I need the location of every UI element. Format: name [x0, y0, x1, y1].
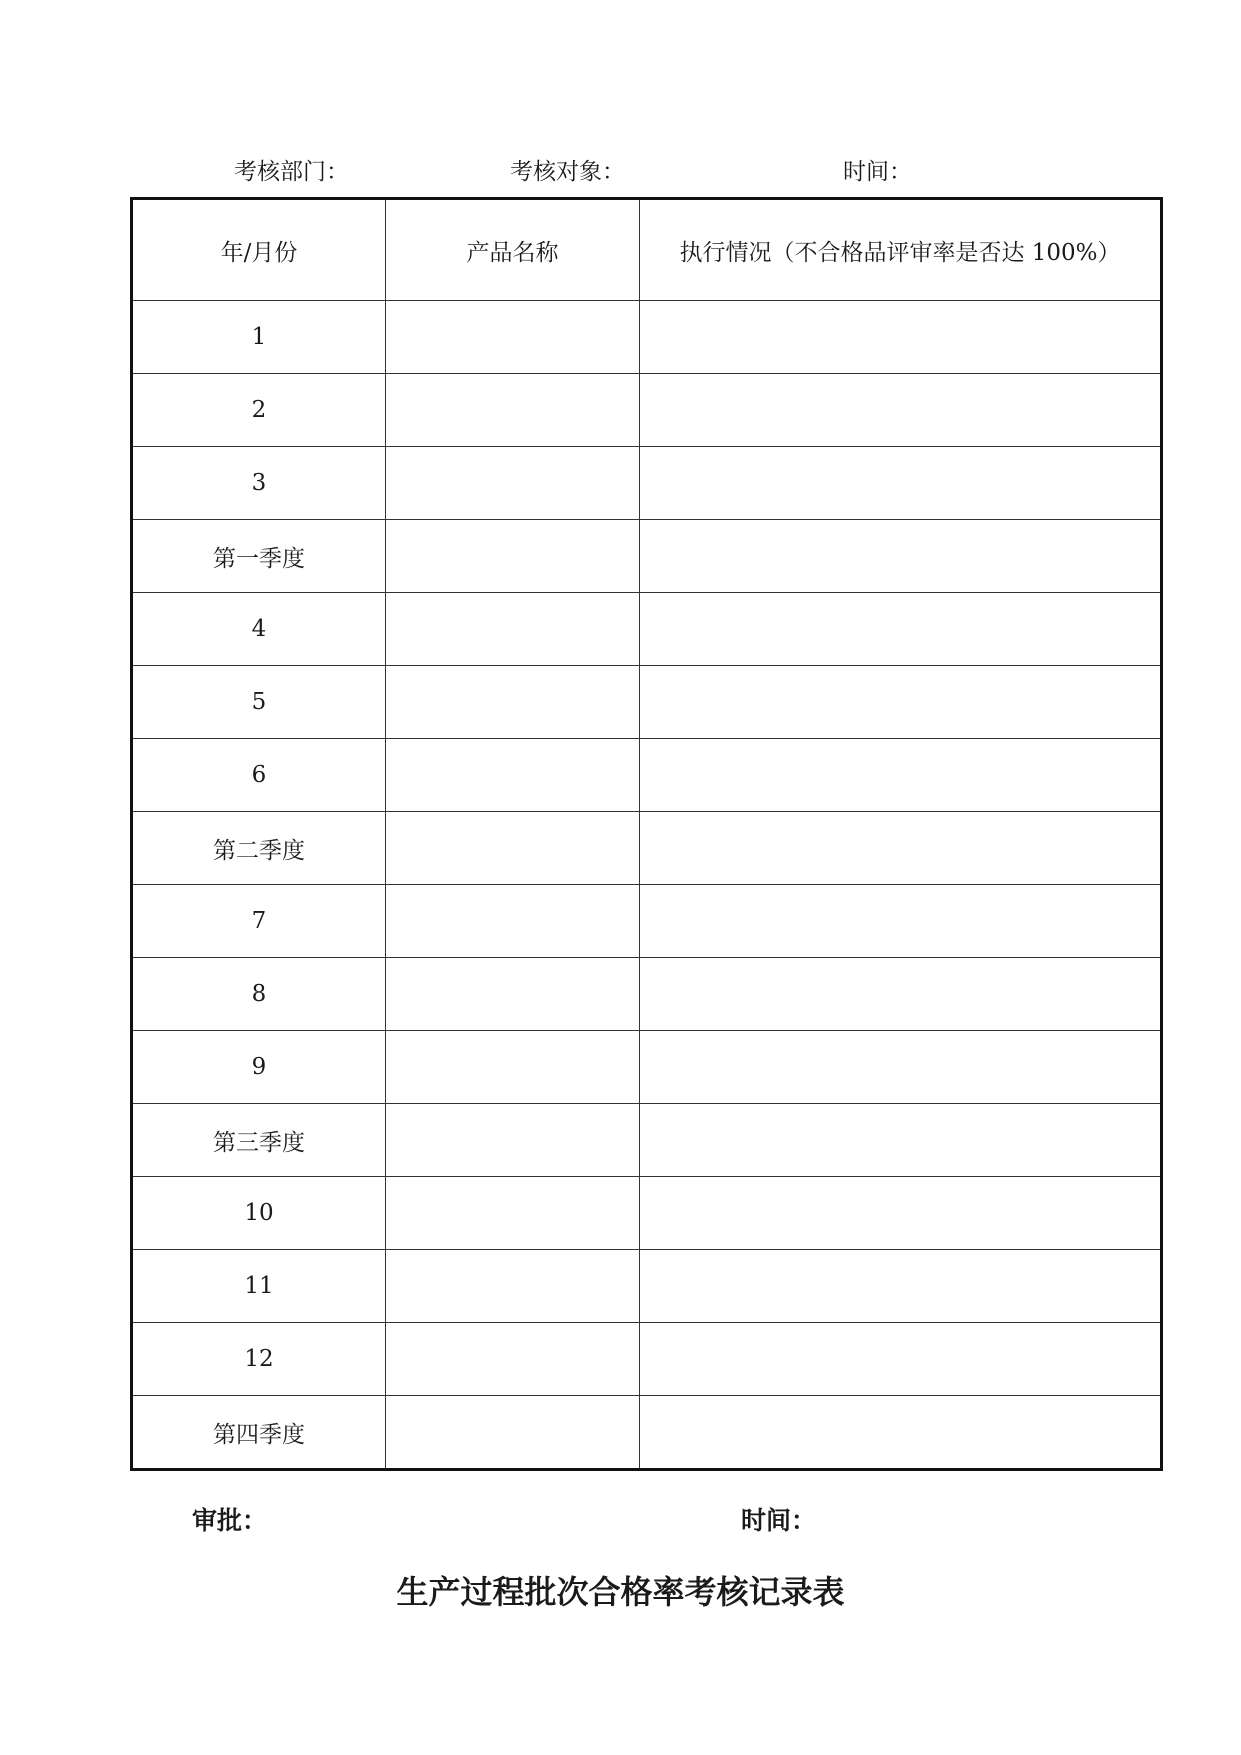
product-cell	[386, 1104, 640, 1177]
product-cell	[386, 1323, 640, 1396]
period-cell: 1	[132, 301, 386, 374]
period-cell: 4	[132, 593, 386, 666]
status-cell	[640, 1104, 1162, 1177]
document-title: 生产过程批次合格率考核记录表	[396, 1573, 845, 1611]
department-label: 考核部门：	[234, 159, 349, 185]
table-row	[132, 447, 1162, 520]
period-cell: 6	[132, 739, 386, 812]
product-cell	[386, 1396, 640, 1470]
period-cell: 5	[132, 666, 386, 739]
product-cell	[386, 520, 640, 593]
column-header-period: 年/月份	[132, 199, 386, 301]
product-cell	[386, 447, 640, 520]
table-row	[132, 374, 1162, 447]
status-cell	[640, 739, 1162, 812]
period-cell: 8	[132, 958, 386, 1031]
table-row	[132, 1323, 1162, 1396]
table-row	[132, 1177, 1162, 1250]
table-row	[132, 885, 1162, 958]
period-cell: 2	[132, 374, 386, 447]
period-cell: 3	[132, 447, 386, 520]
status-cell	[640, 301, 1162, 374]
period-cell: 第四季度	[132, 1396, 386, 1470]
product-cell	[386, 739, 640, 812]
status-cell	[640, 1177, 1162, 1250]
table-row	[132, 1104, 1162, 1177]
product-cell	[386, 885, 640, 958]
record-table	[130, 197, 1163, 1471]
status-cell	[640, 812, 1162, 885]
footer-time-label: 时间：	[741, 1506, 817, 1535]
column-header-status: 执行情况（不合格品评审率是否达 100%）	[640, 199, 1162, 301]
table-row	[132, 666, 1162, 739]
period-cell: 10	[132, 1177, 386, 1250]
period-cell: 7	[132, 885, 386, 958]
table-row	[132, 520, 1162, 593]
product-cell	[386, 1031, 640, 1104]
table-row	[132, 1031, 1162, 1104]
status-cell	[640, 1250, 1162, 1323]
product-cell	[386, 301, 640, 374]
period-cell: 12	[132, 1323, 386, 1396]
period-cell: 第一季度	[132, 520, 386, 593]
table-row	[132, 812, 1162, 885]
table-row	[132, 958, 1162, 1031]
status-cell	[640, 1396, 1162, 1470]
assessment-target-label: 考核对象：	[510, 159, 625, 185]
status-cell	[640, 593, 1162, 666]
status-cell	[640, 1031, 1162, 1104]
table-row	[132, 1396, 1162, 1470]
product-cell	[386, 1177, 640, 1250]
product-cell	[386, 1250, 640, 1323]
table-header-row	[132, 199, 1162, 301]
table-row	[132, 1250, 1162, 1323]
status-cell	[640, 520, 1162, 593]
period-cell: 11	[132, 1250, 386, 1323]
table-row	[132, 593, 1162, 666]
table-row	[132, 739, 1162, 812]
period-cell: 第二季度	[132, 812, 386, 885]
approval-label: 审批：	[192, 1506, 268, 1535]
status-cell	[640, 374, 1162, 447]
period-cell: 第三季度	[132, 1104, 386, 1177]
status-cell	[640, 1323, 1162, 1396]
status-cell	[640, 447, 1162, 520]
status-cell	[640, 958, 1162, 1031]
header-time-label: 时间：	[843, 159, 912, 185]
product-cell	[386, 958, 640, 1031]
product-cell	[386, 593, 640, 666]
product-cell	[386, 374, 640, 447]
column-header-product: 产品名称	[386, 199, 640, 301]
product-cell	[386, 666, 640, 739]
product-cell	[386, 812, 640, 885]
period-cell: 9	[132, 1031, 386, 1104]
status-cell	[640, 885, 1162, 958]
table-row	[132, 301, 1162, 374]
status-cell	[640, 666, 1162, 739]
